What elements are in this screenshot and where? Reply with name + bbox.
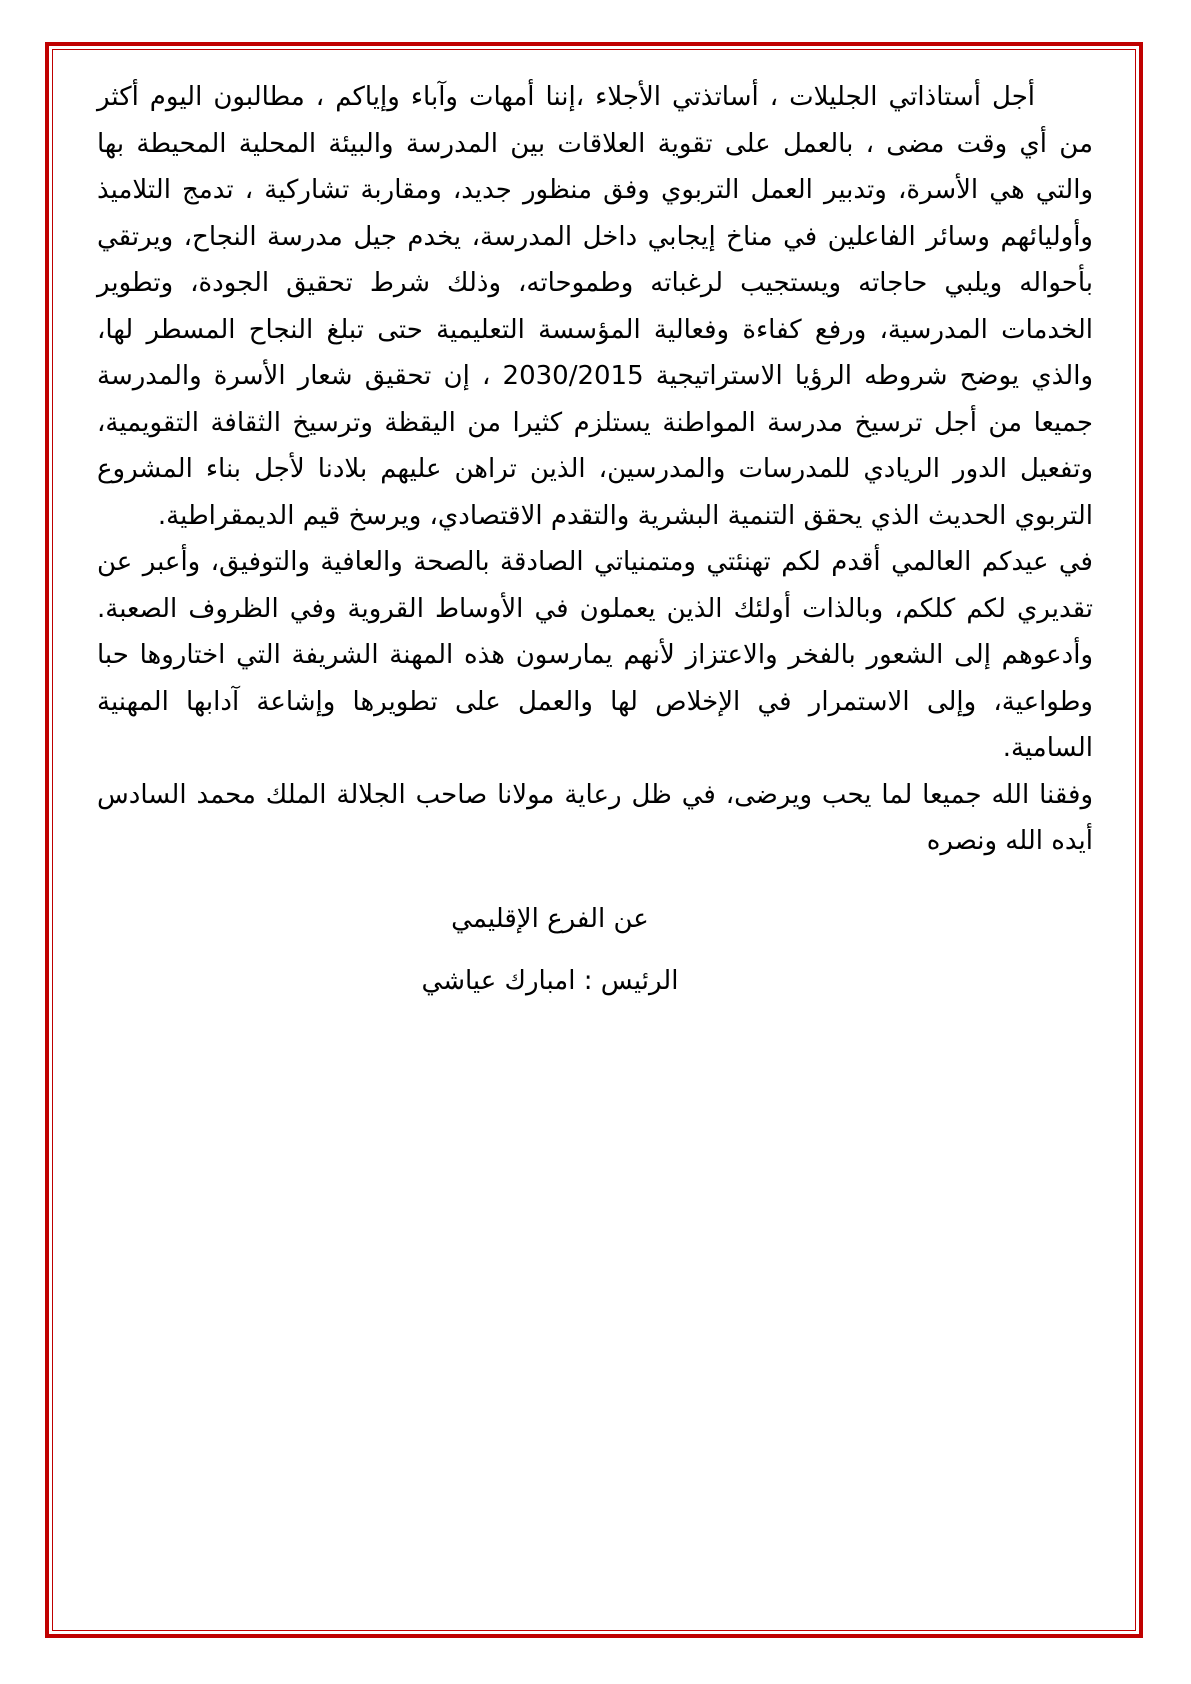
paragraph-2: في عيدكم العالمي أقدم لكم تهنئتي ومتمنياتي الصادقة بالصحة والعافية والتوفيق، وأعبر عن تقديري لكم كلكم، وبالذات أولئك الذين يعملون في الأوساط القروية وفي الظروف الصعبة. وأدعوهم إلى الشعور بالفخر والاعتزاز لأنهم يمارسون هذه المهنة الشريفة التي اختاروها حبا وطواعية، وإلى الاستمرار في الإخلاص لها والعمل على تطويرها وإشاعة آدابها المهنية السامية. bbox=[97, 547, 1093, 763]
branch-signature-line: عن الفرع الإقليمي bbox=[451, 904, 649, 934]
paragraph-1: أجل أستاذاتي الجليلات ، أساتذتي الأجلاء ،إننا أمهات وآباء وإياكم ، مطالبون اليوم أكثر من أي وقت مضى ، بالعمل على تقوية العلاقات بين المدرسة والبيئة المحلية المحيطة بها والتي هي الأسرة، وتدبير العمل التربوي وفق منظور جديد، ومقاربة تشاركية ، تدمج التلاميذ وأوليائهم وسائر الفاعلين في مناخ إيجابي داخل المدرسة، يخدم جيل مدرسة النجاح، ويرتقي بأحواله ويلبي حاجاته ويستجيب لرغباته وطموحاته، وذلك شرط تحقيق الجودة، وتطوير الخدمات المدرسية، ورفع كفاءة وفعالية المؤسسة التعليمية حتى تبلغ النجاح المسطر لها، والذي يوضح شروطه الرؤيا الاستراتيجية 2030/2015 ، إن تحقيق شعار الأسرة والمدرسة جميعا من أجل ترسيخ مدرسة المواطنة يستلزم كثيرا من اليقظة وترسيخ الثقافة التقويمية، وتفعيل الدور الريادي للمدرسات والمدرسين، الذين تراهن عليهم بلادنا لأجل بناء المشروع التربوي الحديث الذي يحقق التنمية البشرية والتقدم الاقتصادي، ويرسخ قيم الديمقراطية. bbox=[97, 82, 1093, 531]
letter-body bbox=[97, 74, 1093, 865]
paragraph-3: وفقنا الله جميعا لما يحب ويرضى، في ظل رعاية مولانا صاحب الجلالة الملك محمد السادس أيده الله ونصره bbox=[97, 779, 1093, 856]
president-signature-line: الرئيس : امبارك عياشي bbox=[421, 966, 679, 996]
